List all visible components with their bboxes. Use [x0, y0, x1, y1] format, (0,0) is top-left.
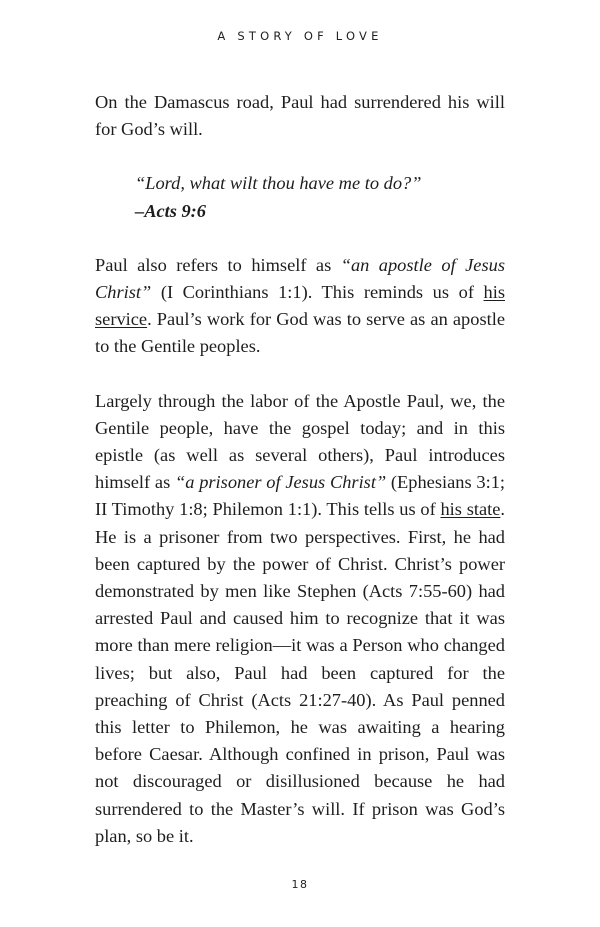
block-quote	[135, 170, 505, 224]
italic-phrase: “an apostle of Jesus Christ”	[95, 254, 505, 303]
text-run: Paul also refers to himself as	[95, 254, 341, 275]
spacer	[95, 143, 505, 170]
spacer	[95, 361, 505, 388]
running-head: A STORY OF LOVE	[217, 29, 383, 43]
text-run: (Ephesians 3:1; II Timothy 1:8; Philemon 1:1). This tells us of	[95, 472, 505, 520]
quote-reference: –Acts 9:6	[135, 200, 207, 221]
paragraph-damascus: On the Damascus road, Paul had surrendered his will for God’s will.	[95, 92, 505, 140]
text-run: Largely through the labor of the Apostle Paul, we, the Gentile people, have the gospel today; and in this epistle (as well as several others), Paul introduces himself as	[95, 390, 505, 493]
spacer	[95, 225, 505, 252]
paragraph-apostle	[95, 252, 505, 361]
underlined-phrase: his state	[440, 499, 501, 520]
quote-text: “Lord, what wilt thou have me to do?”	[135, 173, 422, 194]
text-run: . Paul’s work for God was to serve as an apostle to the Gentile peoples.	[95, 309, 505, 357]
page-number: 18	[291, 878, 309, 891]
paragraph-prisoner	[95, 388, 505, 850]
page-body	[95, 89, 505, 850]
italic-phrase: “a prisoner of Jesus Christ”	[175, 472, 387, 493]
underlined-phrase: his service	[95, 282, 505, 330]
text-run: (I Corinthians 1:1). This reminds us of	[151, 282, 484, 303]
text-run: . He is a prisoner from two perspectives. First, he had been captured by the power of Christ. Christ’s power demonstrated by men like Stephen (Acts 7:55-60) had arrested Paul and caused him to recognize that it was more than mere religion—it was a Person who changed lives; but also, Paul had been captured for the preaching of Christ (Acts 21:27-40). As Paul penned this letter to Philemon, he was awaiting a hearing before Caesar. Although confined in prison, Paul was not discouraged or disillusioned because he had surrendered to the Master’s will. If prison was God’s plan, so be it.	[95, 499, 505, 846]
